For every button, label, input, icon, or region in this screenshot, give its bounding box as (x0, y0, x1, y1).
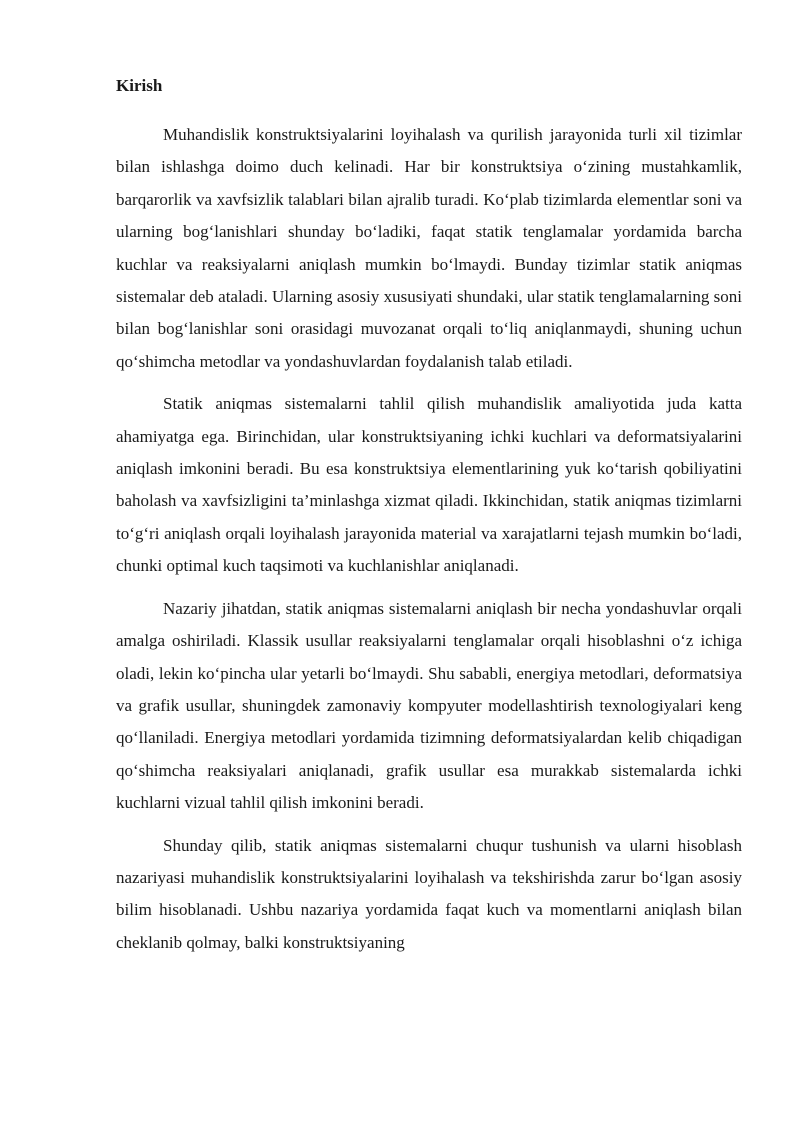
paragraph: Shunday qilib, statik aniqmas sistemalarni chuqur tushunish va ularni hisoblash nazariyasi muhandislik konstruktsiyalarini loyihalash va tekshirishda zarur bo‘lgan asosiy bilim hisoblanadi. Ushbu nazariya yordamida faqat kuch va momentlarni aniqlash bilan cheklanib qolmay, balki konstruktsiyaning (116, 835, 742, 952)
section-heading: Kirish (116, 76, 163, 95)
paragraph: Muhandislik konstruktsiyalarini loyihalash va qurilish jarayonida turli xil tizimlar bilan ishlashga doimo duch kelinadi. Har bir konstruktsiya o‘zining mustahkamlik, barqarorlik va xavfsizlik talablari bilan ajralib turadi. Ko‘plab tizimlarda elementlar soni va ularning bog‘lanishlari shunday bo‘ladiki, faqat statik tenglamalar yordamida barcha kuchlar va reaksiyalarni aniqlash mumkin bo‘lmaydi. Bunday tizimlar statik aniqmas sistemalar deb ataladi. Ularning asosiy xususiyati shundaki, ular statik tenglamalarning soni bilan bog‘lanishlar soni orasidagi muvozanat orqali to‘liq aniqlanmaydi, shuning uchun qo‘shimcha metodlar va yondashuvlardan foydalanish talab etiladi. (116, 125, 742, 371)
paragraph: Nazariy jihatdan, statik aniqmas sistemalarni aniqlash bir necha yondashuvlar orqali amalga oshiriladi. Klassik usullar reaksiyalarni tenglamalar orqali hisoblashni o‘z ichiga oladi, lekin ko‘pincha ular yetarli bo‘lmaydi. Shu sababli, energiya metodlari, deformatsiya va grafik usullar, shuningdek zamonaviy kompyuter modellashtirish texnologiyalari keng qo‘llaniladi. Energiya metodlari yordamida tizimning deformatsiyalardan kelib chiqadigan qo‘shimcha reaksiyalari aniqlanadi, grafik usullar esa murakkab sistemalarda ichki kuchlarni vizual tahlil qilish imkonini beradi. (116, 598, 742, 813)
paragraph: Statik aniqmas sistemalarni tahlil qilish muhandislik amaliyotida juda katta ahamiyatga ega. Birinchidan, ular konstruktsiyaning ichki kuchlari va deformatsiyalarini aniqlash imkonini beradi. Bu esa konstruktsiya elementlarining yuk ko‘tarish qobiliyatini baholash va xavfsizligini ta’minlashga xizmat qiladi. Ikkinchidan, statik aniqmas tizimlarni to‘g‘ri aniqlash orqali loyihalash jarayonida material va xarajatlarni tejash mumkin bo‘ladi, chunki optimal kuch taqsimoti va kuchlanishlar aniqlanadi. (116, 394, 742, 576)
body-text (116, 119, 742, 969)
